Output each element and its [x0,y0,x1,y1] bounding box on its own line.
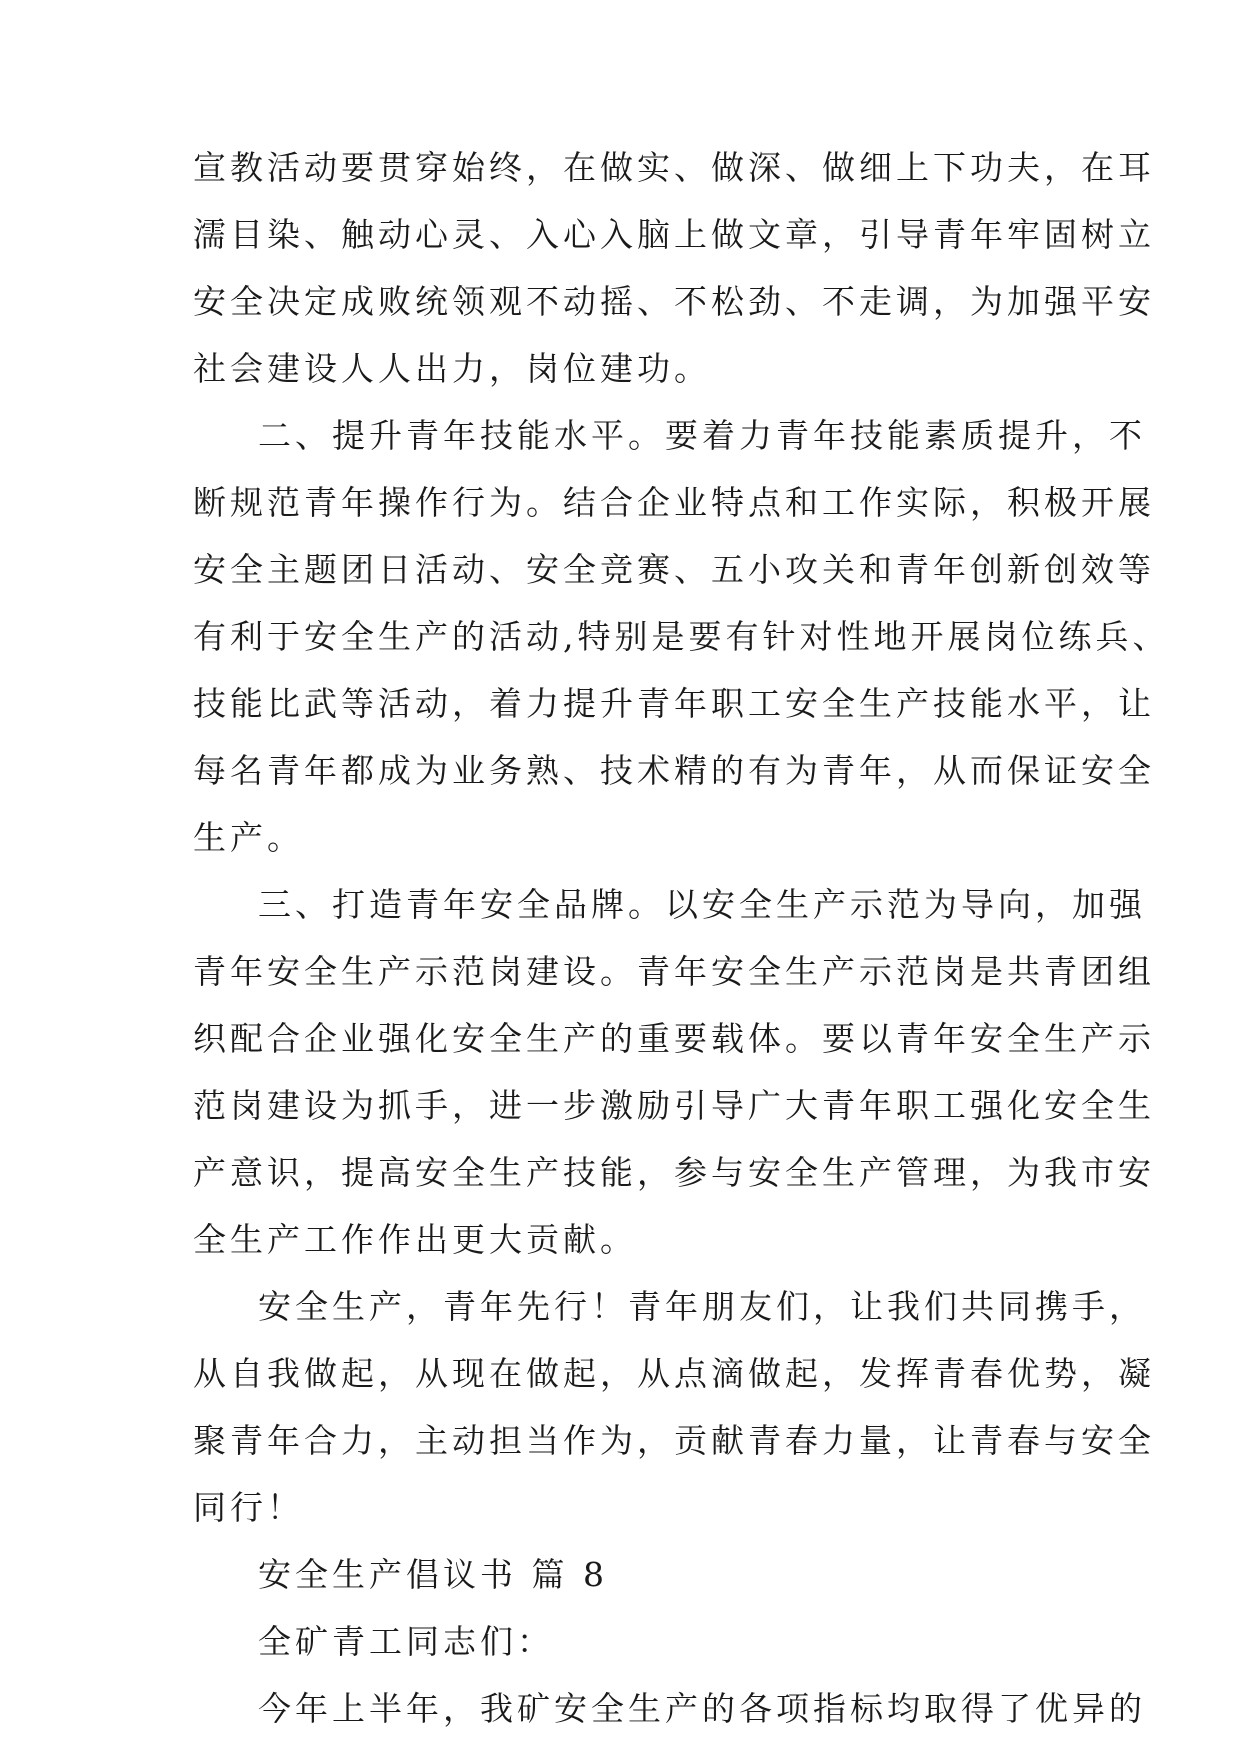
paragraph-line: 聚青年合力，主动担当作为，贡献青春力量，让青春与安全 [193,1421,1155,1460]
paragraph-line: 织配合企业强化安全生产的重要载体。要以青年安全生产示 [193,1019,1155,1058]
paragraph-line: 每名青年都成为业务熟、技术精的有为青年，从而保证安全 [193,751,1155,790]
paragraph-line: 青年安全生产示范岗建设。青年安全生产示范岗是共青团组 [193,952,1155,991]
paragraph-line: 断规范青年操作行为。结合企业特点和工作实际，积极开展 [193,483,1155,522]
paragraph-line: 安全主题团日活动、安全竞赛、五小攻关和青年创新创效等 [193,550,1155,589]
paragraph-line: 濡目染、触动心灵、入心入脑上做文章，引导青年牢固树立 [193,215,1155,254]
paragraph-line: 有利于安全生产的活动,特别是要有针对性地开展岗位练兵、 [193,617,1170,656]
paragraph-line: 生产。 [193,818,304,857]
section-heading: 安全生产倡议书 篇 8 [258,1555,608,1594]
paragraph-line: 全生产工作作出更大贡献。 [193,1220,637,1259]
paragraph-line: 今年上半年，我矿安全生产的各项指标均取得了优异的 [258,1689,1146,1728]
paragraph-line: 三、打造青年安全品牌。以安全生产示范为导向，加强 [258,885,1146,924]
paragraph-line: 宣教活动要贯穿始终，在做实、做深、做细上下功夫，在耳 [193,148,1155,187]
paragraph-line: 产意识，提高安全生产技能，参与安全生产管理，为我市安 [193,1153,1155,1192]
paragraph-line: 安全生产，青年先行！青年朋友们，让我们共同携手， [258,1287,1146,1326]
paragraph-line: 安全决定成败统领观不动摇、不松劲、不走调，为加强平安 [193,282,1155,321]
paragraph-line: 社会建设人人出力，岗位建功。 [193,349,711,388]
paragraph-line: 范岗建设为抓手，进一步激励引导广大青年职工强化安全生 [193,1086,1155,1125]
paragraph-line: 二、提升青年技能水平。要着力青年技能素质提升，不 [258,416,1146,455]
paragraph-line: 技能比武等活动，着力提升青年职工安全生产技能水平，让 [193,684,1155,723]
salutation: 全矿青工同志们： [258,1622,554,1661]
paragraph-line: 从自我做起，从现在做起，从点滴做起，发挥青春优势，凝 [193,1354,1155,1393]
paragraph-line: 同行！ [193,1488,304,1527]
